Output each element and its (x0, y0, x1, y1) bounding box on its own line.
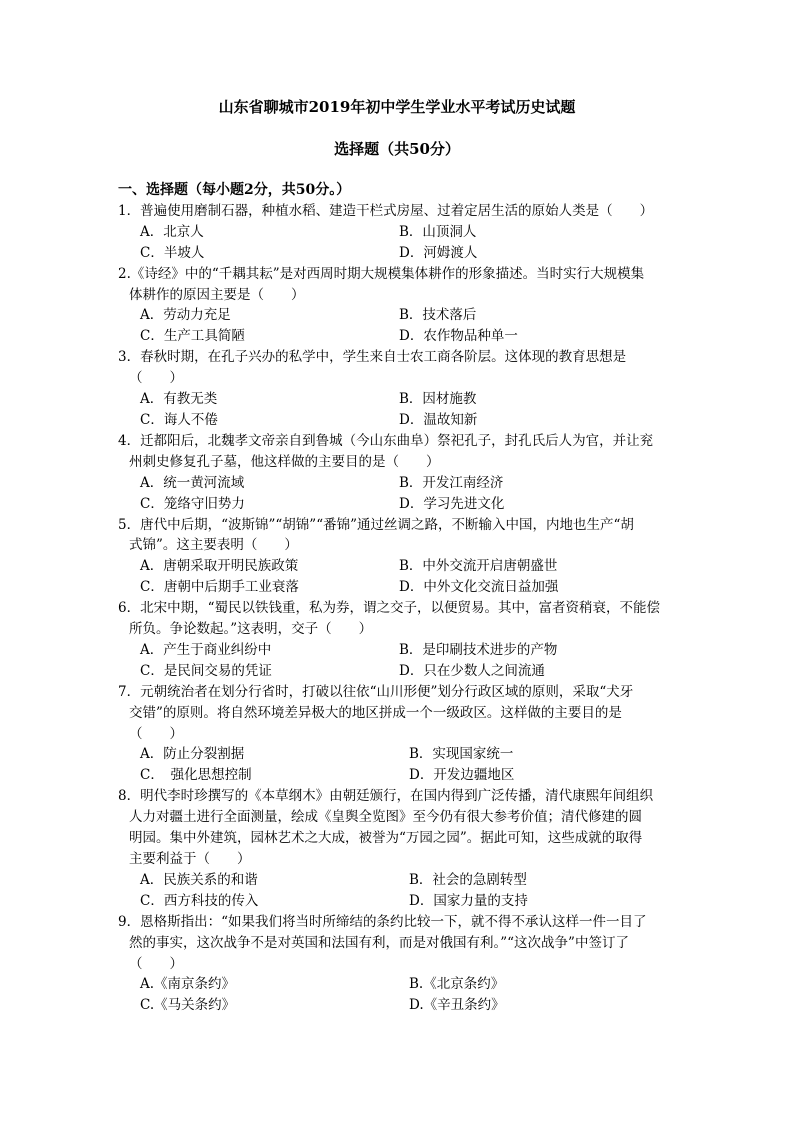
option-a[interactable]: A．有教无类 (140, 391, 218, 408)
option-b[interactable]: B．技术落后 (399, 307, 477, 324)
option-a[interactable]: A．统一黄河流域 (140, 474, 245, 491)
option-b[interactable]: B．开发江南经济 (399, 474, 504, 491)
option-b[interactable]: B．社会的急剧转型 (409, 871, 527, 888)
option-b[interactable]: B．是印刷技术进步的产物 (399, 641, 558, 658)
option-row (118, 389, 678, 410)
option-b[interactable]: B．中外交流开启唐朝盛世 (399, 558, 558, 575)
question-8-line: 明园。集中外建筑，园林艺术之大成，被誉为“万园之园”。据此可知，这些成就的取得 (129, 830, 643, 847)
option-b[interactable]: B．因材施教 (399, 391, 477, 408)
option-row (118, 556, 678, 577)
option-d[interactable]: D．只在少数人之间流通 (399, 662, 545, 679)
option-c[interactable]: C．唐朝中后期手工业衰落 (140, 579, 299, 596)
exam-title: 山东省聊城市2019年初中学生学业水平考试历史试题 (218, 98, 576, 116)
question-2-line: 体耕作的原因主要是（ ） (129, 286, 305, 303)
option-c[interactable]: C．半坡人 (140, 244, 205, 261)
question-7-line: 交错”的原则。将自然环境差异极大的地区拼成一个一级政区。这样做的主要目的是 (129, 704, 622, 721)
option-row (118, 640, 678, 661)
question-6-line: 6．北宋中期，“蜀民以铁钱重，私为券，谓之交子，以便贸易。其中，富者资稍衰，不能偿 (118, 600, 660, 617)
question-1-line: 1．普遍使用磨制石器，种植水稻、建造干栏式房屋、过着定居生活的原始人类是（ ） (118, 202, 654, 219)
question-2 (118, 264, 678, 348)
option-a[interactable]: A．劳动力充足 (140, 307, 231, 324)
option-b[interactable]: B．实现国家统一 (409, 746, 514, 763)
question-3 (118, 347, 678, 431)
option-row (118, 326, 678, 347)
option-row (118, 661, 678, 682)
option-row (118, 410, 678, 431)
option-a[interactable]: A．唐朝采取开明民族政策 (140, 558, 299, 575)
option-c[interactable]: C．笼络守旧势力 (140, 495, 245, 512)
option-row (118, 473, 678, 494)
question-9-line: 然的事实，这次战争不是对英国和法国有利，而是对俄国有利。”“这次战争”中签订了 (129, 934, 629, 951)
option-row (118, 870, 678, 891)
option-row (118, 891, 678, 912)
question-4 (118, 431, 678, 515)
question-8 (118, 786, 678, 911)
question-body (118, 180, 678, 1016)
option-row (118, 243, 678, 264)
option-row (118, 494, 678, 515)
question-8-line: 8．明代李时珍撰写的《本草纲木》由朝廷颁行，在国内得到广泛传播，清代康熙年间组织 (118, 788, 654, 805)
question-5-line: 5．唐代中后期，“波斯锦”“胡锦”“番锦”通过丝调之路，不断输入中国，内地也生产“胡 (118, 516, 634, 533)
option-row (118, 995, 678, 1016)
question-1 (118, 201, 678, 264)
option-c[interactable]: C．诲人不倦 (140, 411, 218, 428)
question-list (118, 201, 678, 1016)
question-4-line: 4．迁都阳后，北魏孝文帝亲自到鲁城（今山东曲阜）祭祀孔子，封孔氏后人为官，并让兖 (118, 432, 654, 449)
option-row (118, 222, 678, 243)
question-6-line: 所负。争论数起。”这表明，交子（ ） (129, 621, 373, 638)
option-a[interactable]: A．北京人 (140, 223, 204, 240)
question-7 (118, 682, 678, 787)
question-8-line: 人力对疆土进行全面测量，绘成《皇舆全览图》至今仍有很大参考价值；清代修建的圆 (129, 809, 642, 826)
question-2-line: 2.《诗经》中的“千耦其耘”是对西周时期大规模集体耕作的形象描述。当时实行大规模集 (118, 265, 645, 282)
question-5-line: 式锦”。这主要表明（ ） (129, 537, 298, 554)
option-b[interactable]: B.《北京条约》 (409, 976, 505, 993)
option-b[interactable]: B．山顶洞人 (399, 223, 477, 240)
option-row (118, 765, 678, 786)
option-d[interactable]: D．中外文化交流日益加强 (399, 579, 559, 596)
option-c[interactable]: C．生产工具简陋 (140, 328, 245, 345)
question-7-line: 7．元朝统治者在划分行省时，打破以往依“山川形便”划分行政区域的原则，采取“犬牙 (118, 683, 634, 700)
option-a[interactable]: A．防止分裂割据 (140, 746, 245, 763)
option-a[interactable]: A.《南京条约》 (140, 976, 236, 993)
question-4-line: 州刺史修复孔子墓，他这样做的主要目的是（ ） (129, 453, 440, 470)
option-row (118, 744, 678, 765)
option-d[interactable]: D.《辛丑条约》 (409, 997, 505, 1014)
option-d[interactable]: D．国家力量的支持 (409, 892, 528, 909)
option-d[interactable]: D．开发边疆地区 (409, 767, 515, 784)
option-row (118, 974, 678, 995)
option-d[interactable]: D．农作物品种单一 (399, 328, 518, 345)
option-d[interactable]: D．河姆渡人 (399, 244, 478, 261)
option-a[interactable]: A．民族关系的和谐 (140, 871, 258, 888)
section-heading: 一、选择题（每小题2分，共50分。） (118, 182, 351, 198)
question-5 (118, 515, 678, 599)
question-9-line: 9．恩格斯指出：“如果我们将当时所缔结的条约比较一下，就不得不承认这样一件一目了 (118, 913, 647, 930)
question-9-line: （ ） (129, 955, 183, 972)
option-row (118, 577, 678, 598)
option-c[interactable]: C． 强化思想控制 (140, 767, 252, 784)
option-c[interactable]: C.《马关条约》 (140, 997, 236, 1014)
option-c[interactable]: C．西方科技的传入 (140, 892, 259, 909)
exam-subtitle: 选择题（共50分） (334, 140, 460, 158)
question-3-line: 3．春秋时期，在孔子兴办的私学中，学生来自士农工商各阶层。这体现的教育思想是 (118, 349, 627, 366)
option-d[interactable]: D．学习先进文化 (399, 495, 505, 512)
option-d[interactable]: D．温故知新 (399, 411, 478, 428)
question-9 (118, 912, 678, 1017)
question-3-line: （ ） (129, 370, 183, 387)
question-6 (118, 598, 678, 682)
option-row (118, 305, 678, 326)
option-a[interactable]: A．产生于商业纠纷中 (140, 641, 272, 658)
question-7-line: （ ） (129, 725, 183, 742)
option-c[interactable]: C．是民间交易的凭证 (140, 662, 272, 679)
question-8-line: 主要利益于（ ） (129, 851, 251, 867)
